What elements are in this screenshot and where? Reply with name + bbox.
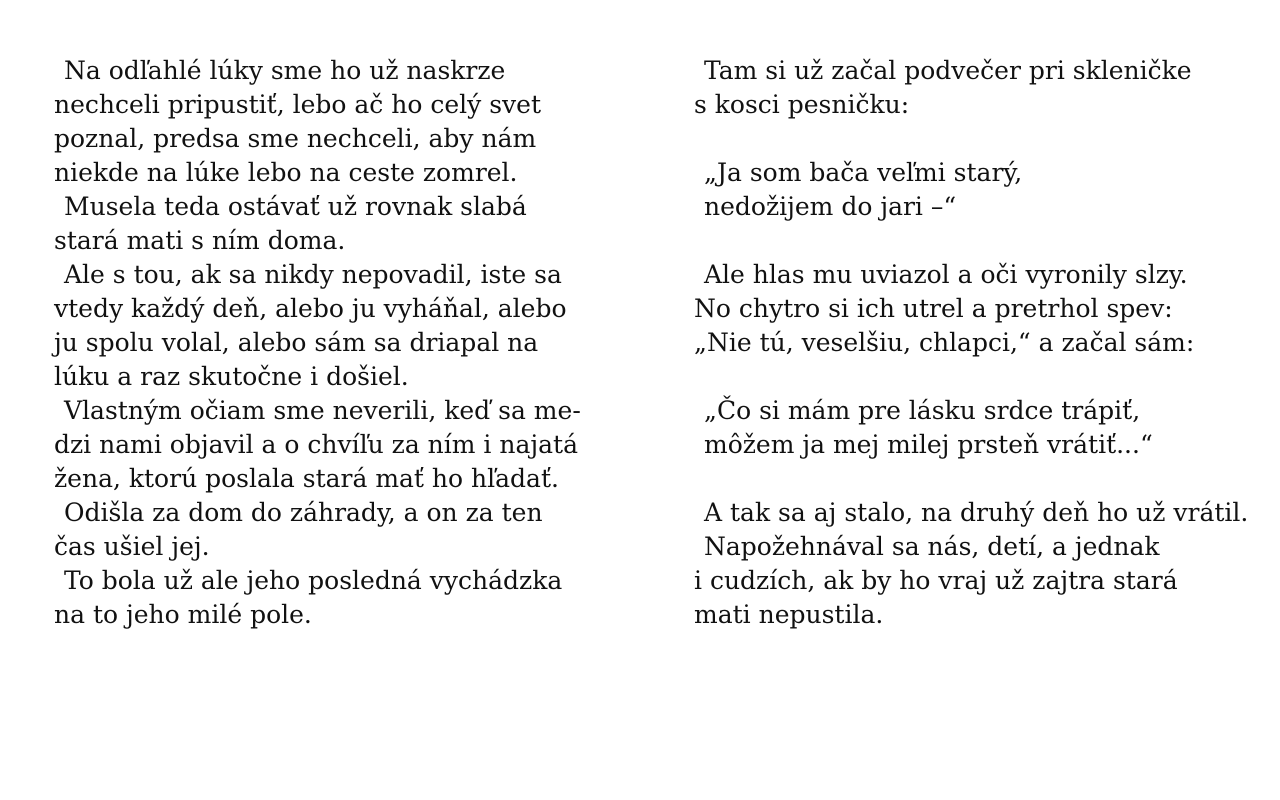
text-line: poznal, predsa sme nechceli, aby nám	[54, 124, 537, 153]
text-line: A tak sa aj stalo, na druhý deň ho už vrátil.	[704, 498, 1249, 527]
text-line: s kosci pesničku:	[694, 90, 910, 119]
text-line: na to jeho milé pole.	[54, 600, 312, 629]
verse-line: „Ja som bača veľmi starý,	[704, 158, 1023, 187]
text-line: Odišla za dom do záhrady, a on za ten	[64, 498, 543, 527]
text-line: nechceli pripustiť, lebo ač ho celý svet	[54, 90, 541, 119]
text-line: vtedy každý deň, alebo ju vyháňal, alebo	[54, 294, 567, 323]
text-line: čas ušiel jej.	[54, 532, 210, 561]
verse-line: môžem ja mej milej prsteň vrátiť...“	[704, 430, 1153, 459]
text-line: Ale hlas mu uviazol a oči vyronily slzy.	[704, 260, 1188, 289]
right-text-column	[694, 54, 1254, 632]
text-line: Tam si už začal podvečer pri skleničke	[704, 56, 1192, 85]
blank-line	[694, 122, 1254, 156]
text-line: lúku a raz skutočne i došiel.	[54, 362, 409, 391]
left-text-column	[54, 54, 614, 632]
text-line: niekde na lúke lebo na ceste zomrel.	[54, 158, 518, 187]
text-line: mati nepustila.	[694, 600, 884, 629]
text-line: i cudzích, ak by ho vraj už zajtra stará	[694, 566, 1178, 595]
text-line: „Nie tú, veselšiu, chlapci,“ a začal sám:	[694, 328, 1195, 357]
text-line: žena, ktorú poslala stará mať ho hľadať.	[54, 464, 559, 493]
text-line: No chytro si ich utrel a pretrhol spev:	[694, 294, 1173, 323]
text-line: To bola už ale jeho posledná vychádzka	[64, 566, 563, 595]
text-line: ju spolu volal, alebo sám sa driapal na	[54, 328, 539, 357]
blank-line	[694, 224, 1254, 258]
verse-line: „Čo si mám pre lásku srdce trápiť,	[704, 396, 1141, 425]
text-line: Musela teda ostávať už rovnak slabá	[64, 192, 527, 221]
text-line: Napožehnával sa nás, detí, a jednak	[704, 532, 1160, 561]
text-line: Na odľahlé lúky sme ho už naskrze	[64, 56, 506, 85]
verse-line: nedožijem do jari –“	[704, 192, 957, 221]
blank-line	[694, 462, 1254, 496]
blank-line	[694, 360, 1254, 394]
text-line: Vlastným očiam sme neverili, keď sa me-	[64, 396, 581, 425]
text-line: Ale s tou, ak sa nikdy nepovadil, iste sa	[64, 260, 562, 289]
text-line: dzi nami objavil a o chvíľu za ním i najatá	[54, 430, 578, 459]
text-line: stará mati s ním doma.	[54, 226, 346, 255]
